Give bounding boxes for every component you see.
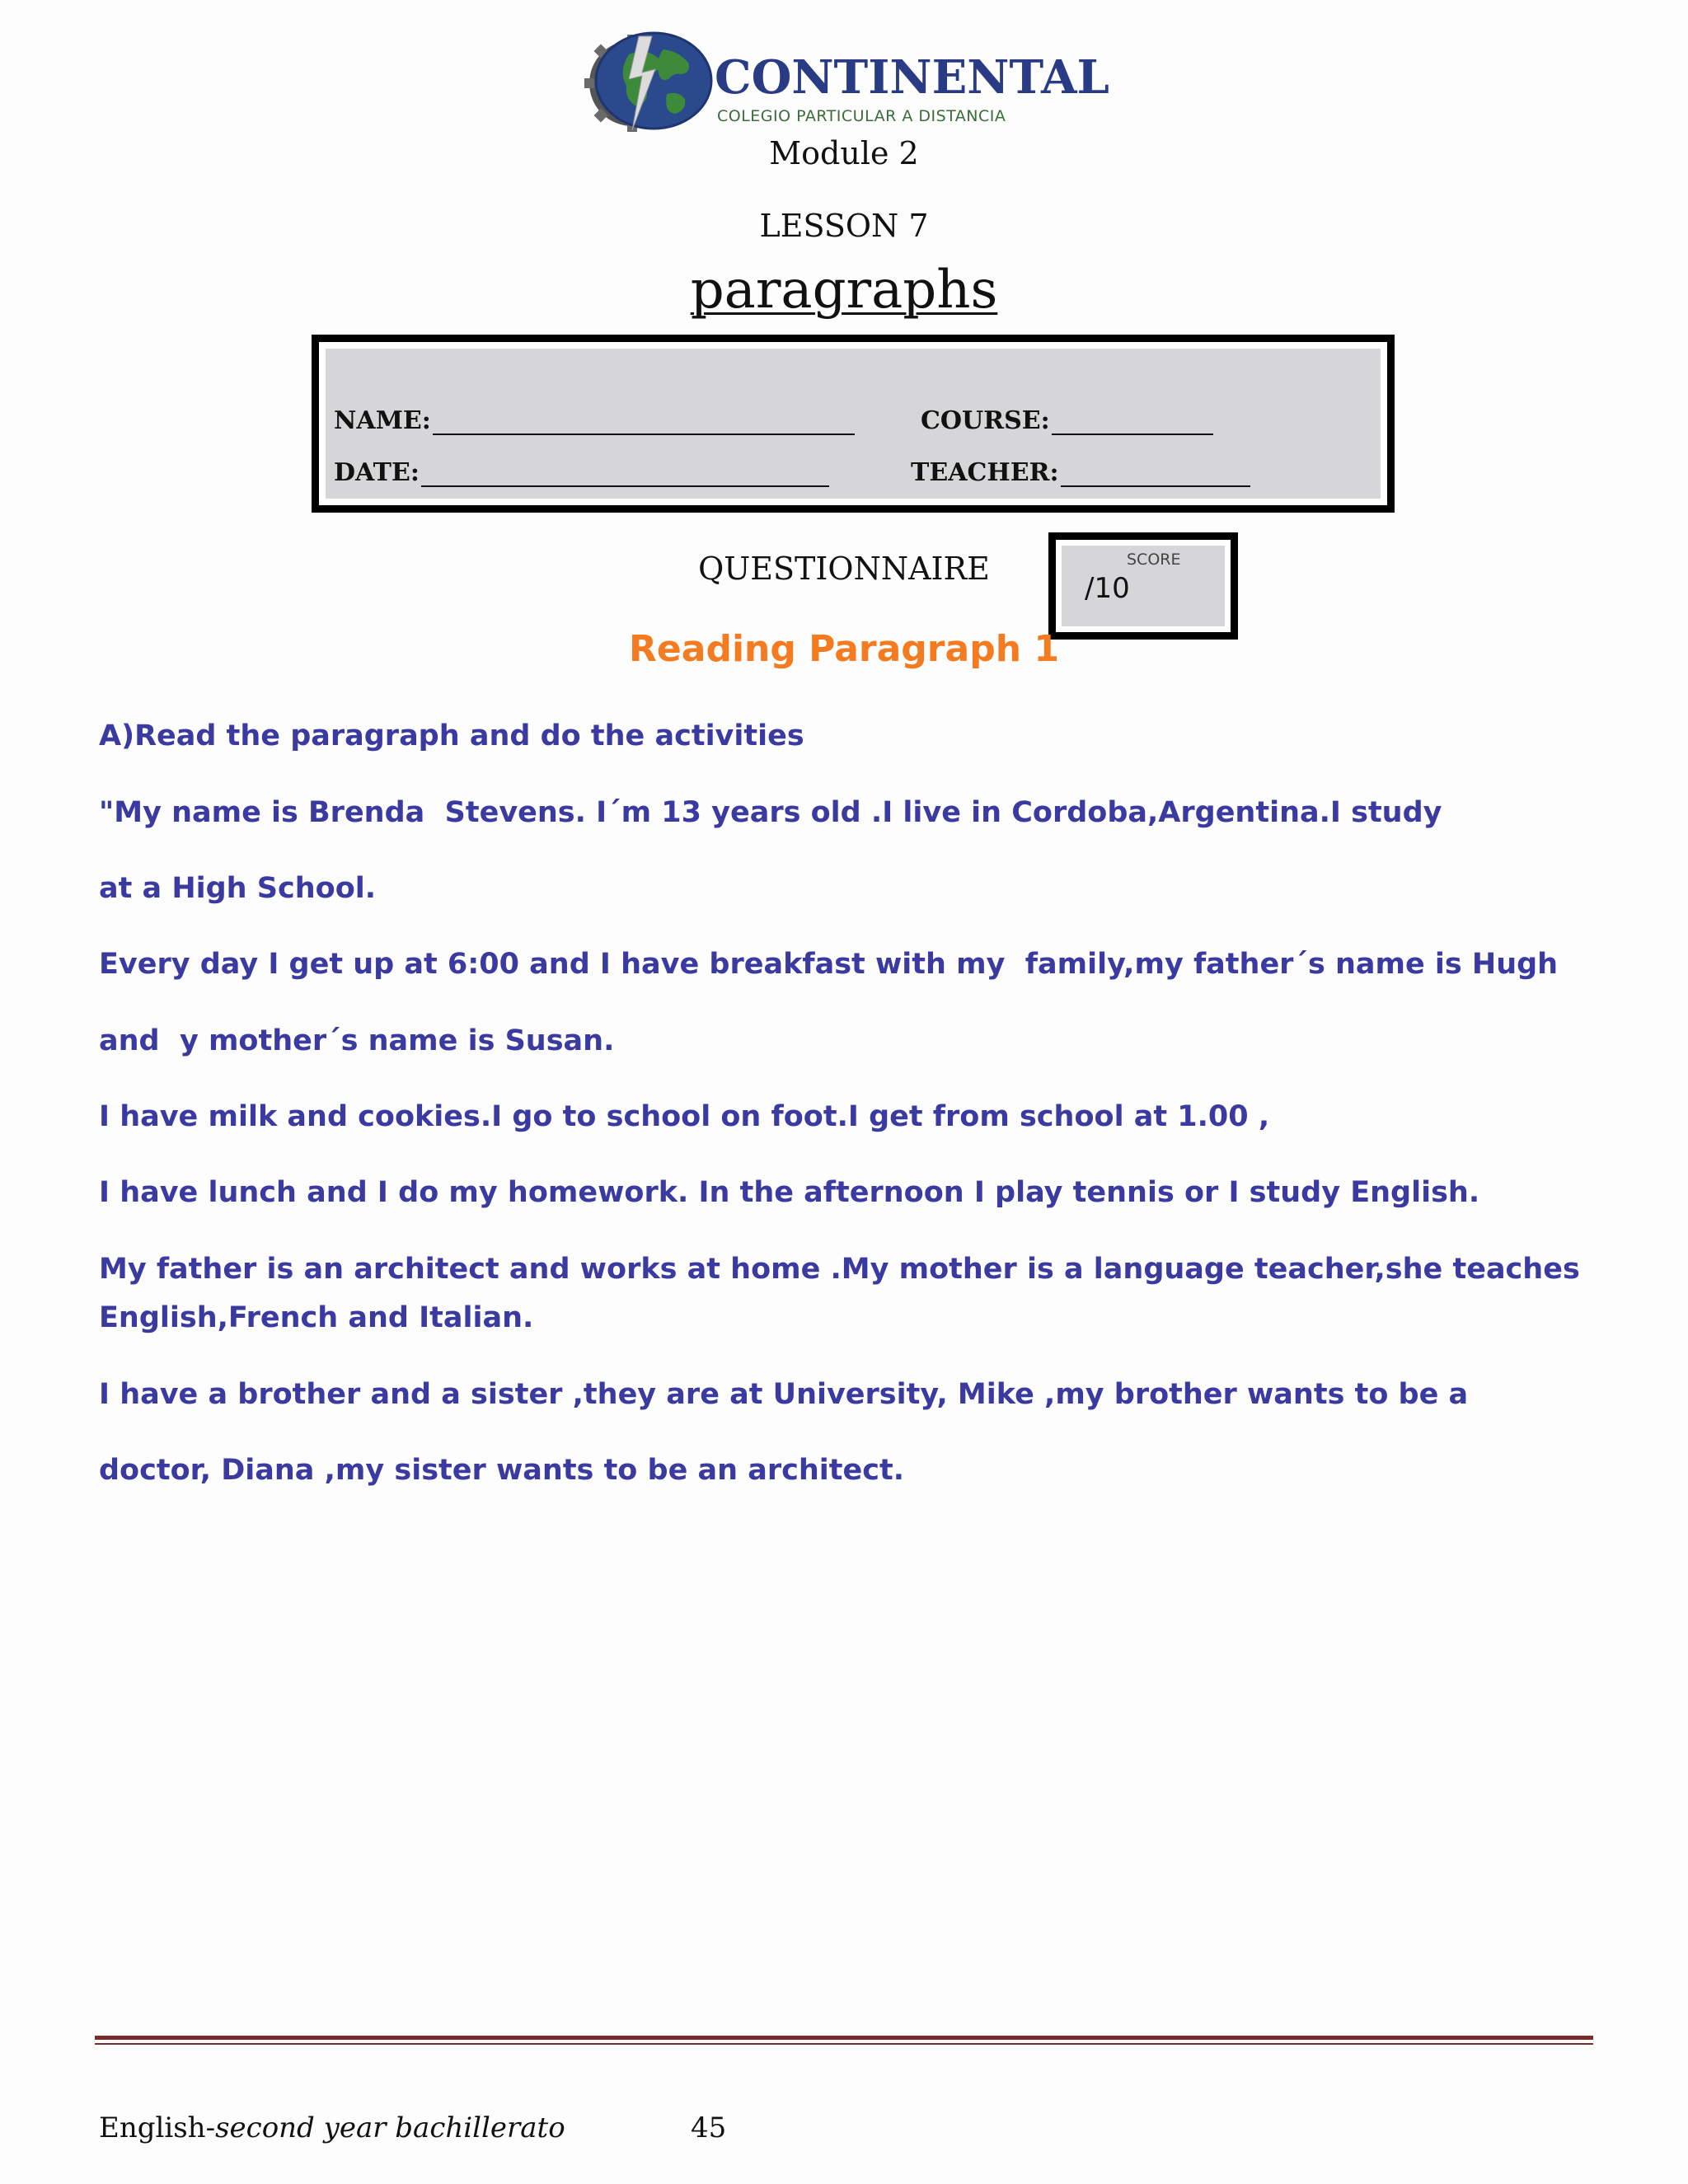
teacher-label: TEACHER: xyxy=(911,458,1059,487)
school-logo xyxy=(581,30,1109,137)
questionnaire-heading: QUESTIONNAIRE xyxy=(698,551,990,587)
paragraph-line: and y mother´s name is Susan. xyxy=(99,1024,615,1057)
score-value: /10 xyxy=(1085,572,1130,605)
paragraph-line: My father is an architect and works at home .My mother is a language teacher,she teaches xyxy=(99,1253,1580,1286)
paragraph-line: "My name is Brenda Stevens. I´m 13 years old .I live in Cordoba,Argentina.I study xyxy=(99,796,1442,829)
module-heading: Module 2 xyxy=(769,135,919,171)
page-title: paragraphs xyxy=(690,260,998,321)
date-label: DATE: xyxy=(334,458,420,487)
date-field[interactable] xyxy=(334,458,829,487)
instruction-text: A)Read the paragraph and do the activities xyxy=(99,719,804,752)
student-info-box xyxy=(312,335,1395,513)
paragraph-line: doctor, Diana ,my sister wants to be an architect. xyxy=(99,1454,905,1487)
paragraph-line: English,French and Italian. xyxy=(99,1301,534,1334)
name-label: NAME: xyxy=(334,406,431,435)
teacher-blank-line xyxy=(1061,462,1250,487)
page-number: 45 xyxy=(691,2111,727,2144)
name-blank-line xyxy=(433,410,855,435)
course-label: COURSE: xyxy=(921,406,1050,435)
reading-title: Reading Paragraph 1 xyxy=(629,628,1059,670)
paragraph-line: at a High School. xyxy=(99,872,377,905)
globe-gear-icon xyxy=(581,30,713,137)
footer-divider xyxy=(95,2036,1593,2045)
paragraph-line: I have a brother and a sister ,they are at University, Mike ,my brother wants to be a xyxy=(99,1378,1469,1411)
course-field[interactable] xyxy=(921,406,1213,435)
footer-subject xyxy=(99,2111,565,2144)
logo-brand-text: CONTINENTAL xyxy=(715,50,1109,105)
score-box xyxy=(1048,532,1238,640)
footer-subject-prefix: English- xyxy=(99,2111,216,2144)
paragraph-line: I have lunch and I do my homework. In the afternoon I play tennis or I study English. xyxy=(99,1176,1480,1209)
paragraph-line: I have milk and cookies.I go to school on foot.I get from school at 1.00 , xyxy=(99,1100,1270,1133)
course-blank-line xyxy=(1052,410,1213,435)
date-blank-line xyxy=(421,462,829,487)
name-field[interactable] xyxy=(334,406,855,435)
lesson-heading: LESSON 7 xyxy=(759,208,929,244)
score-label: SCORE xyxy=(1127,551,1181,569)
teacher-field[interactable] xyxy=(911,458,1250,487)
footer-subject-italic: second year bachillerato xyxy=(215,2111,565,2144)
paragraph-line: Every day I get up at 6:00 and I have breakfast with my family,my father´s name is Hugh xyxy=(99,948,1559,981)
logo-subtitle-text: COLEGIO PARTICULAR A DISTANCIA xyxy=(717,107,1006,125)
